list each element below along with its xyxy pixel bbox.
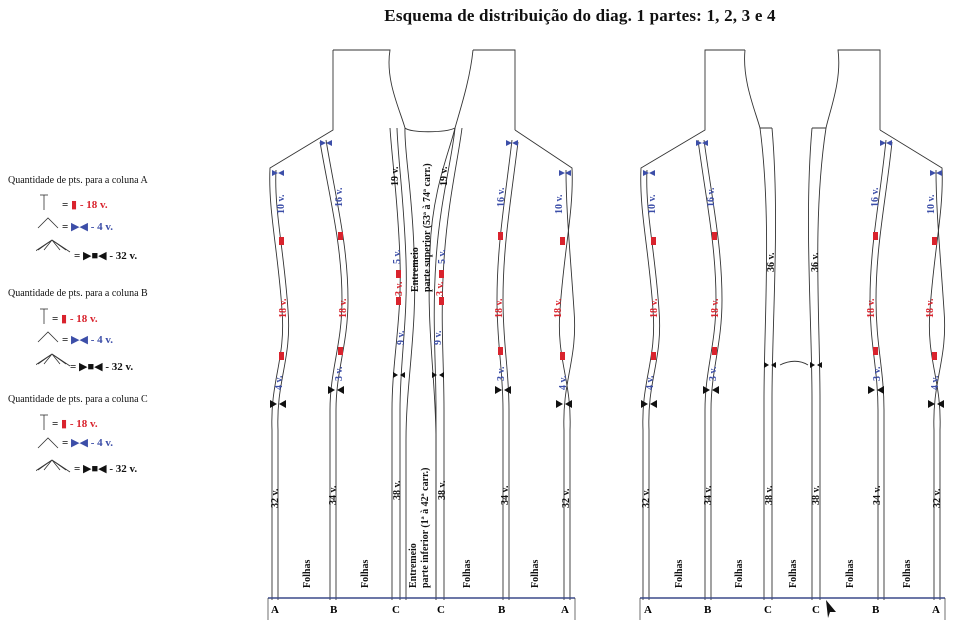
entremeio-lower-2: parte inferior (1ª à 42ª carr.) [420,467,431,588]
label-a2-low: 4 v. [930,375,941,390]
folhas-label: Folhas [530,559,541,588]
cursor-arrow-icon [826,600,836,618]
folhas-label: Folhas [902,559,913,588]
label-b-mid: 18 v. [710,298,721,318]
label-a2-mid: 18 v. [925,298,936,318]
label-a-mid: 18 v. [649,298,660,318]
entremeio-upper-2: parte superior (53ª à 74ª carr.) [422,163,433,292]
label-b2-bottom: 34 v. [872,485,883,505]
label-a-top: 10 v. [276,194,287,214]
label-a2-bottom: 32 v. [561,488,572,508]
label-a2-top: 10 v. [554,194,565,214]
label-a-top: 10 v. [647,194,658,214]
label-b-low: 3 v. [708,366,719,381]
label-c-bottom: 38 v. [392,480,403,500]
label-b-low: 3 v. [334,366,345,381]
entremeio-upper-1: Entremeio [410,247,421,292]
folhas-label: Folhas [674,559,685,588]
label-a2-top: 10 v. [926,194,937,214]
label-c-up: 5 v. [392,249,403,264]
letter-c: C [812,604,820,616]
legend-row-bigbow: = ▶■◀ - 32 v. [70,361,134,373]
legend-row-chain: = ▮ - 18 v. [52,418,98,430]
folhas-label: Folhas [360,559,371,588]
label-a-mid: 18 v. [278,298,289,318]
label-c2-bottom: 38 v. [811,485,822,505]
label-b-top: 16 v. [706,187,717,207]
legend-row-bigbow: = ▶■◀ - 32 v. [74,250,138,262]
label-b2-mid: 18 v. [866,298,877,318]
folhas-label: Folhas [734,559,745,588]
label-b-bottom: 34 v. [328,485,339,505]
letter-b: B [704,604,712,616]
folhas-label: Folhas [788,559,799,588]
letter-a: A [644,604,652,616]
label-b-top: 16 v. [334,187,345,207]
label-a2-bottom: 32 v. [932,488,943,508]
letter-b: B [872,604,880,616]
letter-c: C [764,604,772,616]
label-b2-low: 3 v. [496,366,507,381]
legend-row-bow: = ▶◀ - 4 v. [62,334,114,346]
folhas-label: Folhas [845,559,856,588]
label-b2-bottom: 34 v. [500,485,511,505]
legend-heading: Quantidade de pts. para a coluna C [8,394,148,405]
diagram-title: Esquema de distribuição do diag. 1 partes: 1, 2, 3 e 4 [384,6,776,25]
right-garment-outline [641,50,945,600]
label-c2-top: 36 v. [810,252,821,272]
letter-a: A [932,604,940,616]
folhas-label: Folhas [462,559,473,588]
label-c-top: 19 v. [390,166,401,186]
letter-b: B [330,604,338,616]
label-a2-low: 4 v. [558,375,569,390]
label-c2-mid: 3 v. [435,281,446,296]
label-c-low: 9 v. [396,330,407,345]
label-a2-mid: 18 v. [553,298,564,318]
label-c2-top: 19 v. [439,166,450,186]
entremeio-lower-1: Entremeio [408,543,419,588]
letter-c: C [392,604,400,616]
label-c2-bottom: 38 v. [437,480,448,500]
letter-a: A [561,604,569,616]
legend-heading: Quantidade de pts. para a coluna B [8,288,148,299]
label-a-low: 4 v. [645,375,656,390]
right-black-bow-markers [641,362,944,408]
label-b-mid: 18 v. [338,298,349,318]
label-b2-mid: 18 v. [494,298,505,318]
legend-heading: Quantidade de pts. para a coluna A [8,175,148,186]
label-b2-top: 16 v. [870,187,881,207]
legend-row-bow: = ▶◀ - 4 v. [62,437,114,449]
legend-row-chain: = ▮ - 18 v. [52,313,98,325]
legend-row-chain: = ▮ - 18 v. [62,199,108,211]
label-c2-low: 9 v. [433,330,444,345]
letter-a: A [271,604,279,616]
label-c-top: 36 v. [766,252,777,272]
label-b2-low: 3 v. [872,366,883,381]
label-c-mid: 3 v. [394,281,405,296]
label-b-bottom: 34 v. [703,485,714,505]
letter-b: B [498,604,506,616]
right-baseline-ticks [640,598,945,620]
label-a-bottom: 32 v. [270,488,281,508]
right-red-markers [651,232,937,360]
label-b2-top: 16 v. [496,187,507,207]
label-a-low: 4 v. [274,375,285,390]
folhas-label: Folhas [302,559,313,588]
letter-c: C [437,604,445,616]
right-blue-bow-markers [643,140,942,176]
label-c-bottom: 38 v. [764,485,775,505]
label-a-bottom: 32 v. [641,488,652,508]
legend-row-bow: = ▶◀ - 4 v. [62,221,114,233]
legend-row-bigbow: = ▶■◀ - 32 v. [74,463,138,475]
label-c2-up: 5 v. [437,249,448,264]
